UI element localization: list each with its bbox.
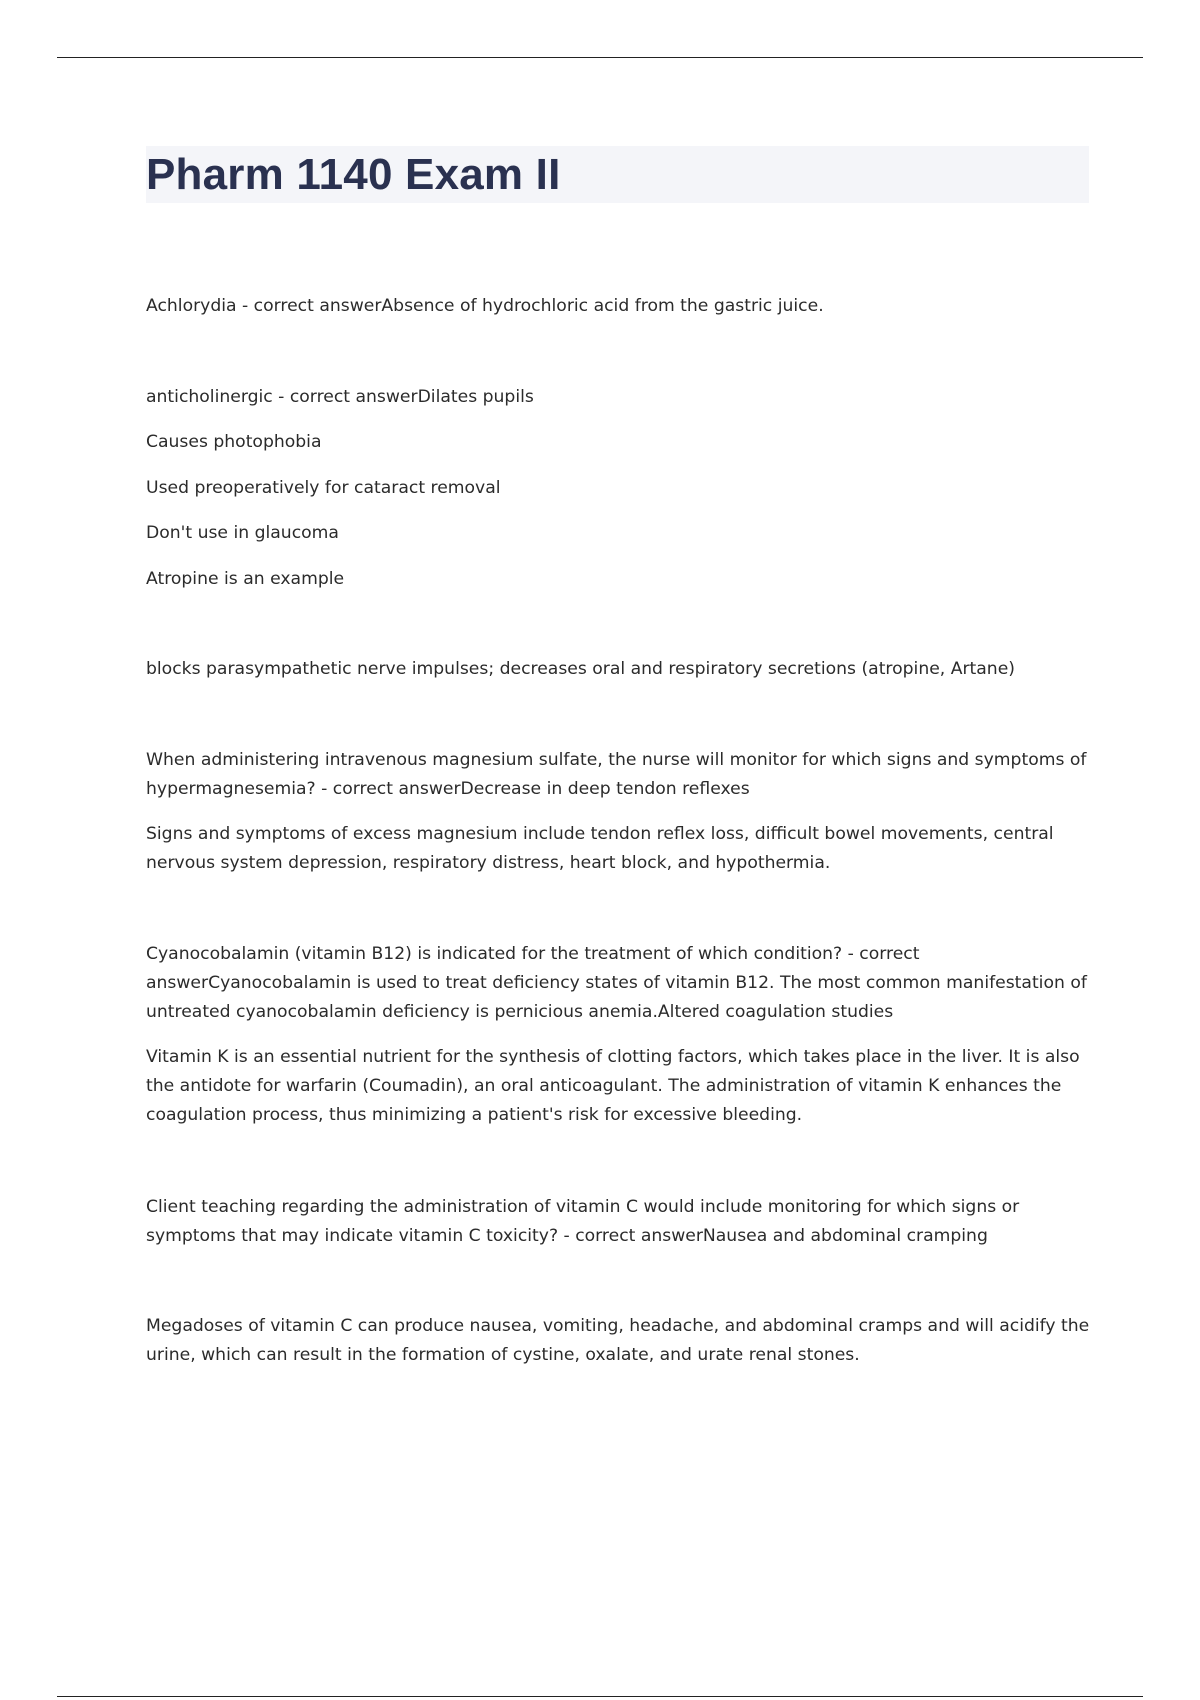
paragraph-achlorydia: Achlorydia - correct answerAbsence of hydrochloric acid from the gastric juice. (146, 296, 824, 316)
paragraph-cyanocobalamin: Cyanocobalamin (vitamin B12) is indicated for the treatment of which condition? - correct answerCyanocobalamin is used to treat deficiency states of vitamin B12. The most common manifestation of untreated cyanocobalamin deficiency is pernicious anemia.Altered coagulation studies (146, 944, 1087, 1022)
paragraph-vitamin-c-megadoses: Megadoses of vitamin C can produce nausea, vomiting, headache, and abdominal cramps and will acidify the urine, which can result in the formation of cystine, oxalate, and urate renal stones. (146, 1316, 1090, 1365)
document-title: Pharm 1140 Exam II (146, 150, 561, 199)
paragraph-glaucoma: Don't use in glaucoma (146, 523, 339, 543)
paragraph-atropine-example: Atropine is an example (146, 569, 345, 589)
paragraph-magnesium-question: When administering intravenous magnesium sulfate, the nurse will monitor for which signs and symptoms of hypermagnesemia? - correct answerDecrease in deep tendon reflexes (146, 750, 1087, 799)
paragraph-vitamin-k: Vitamin K is an essential nutrient for the synthesis of clotting factors, which takes place in the liver. It is also the antidote for warfarin (Coumadin), an oral anticoagulant. The administration of vitamin K enhances the coagulation process, thus minimizing a patient's risk for excessive bleeding. (146, 1047, 1080, 1125)
paragraph-vitamin-c-question: Client teaching regarding the administration of vitamin C would include monitoring for which signs or symptoms that may indicate vitamin C toxicity? - correct answerNausea and abdominal cramping (146, 1197, 1020, 1246)
header-rule (57, 57, 1143, 58)
paragraph-parasympathetic: blocks parasympathetic nerve impulses; decreases oral and respiratory secretions (atropine, Artane) (146, 659, 1015, 679)
paragraph-photophobia: Causes photophobia (146, 432, 322, 452)
footer-rule (57, 1696, 1143, 1697)
paragraph-anticholinergic: anticholinergic - correct answerDilates pupils (146, 387, 534, 407)
paragraph-cataract: Used preoperatively for cataract removal (146, 478, 501, 498)
paragraph-magnesium-signs: Signs and symptoms of excess magnesium include tendon reflex loss, difficult bowel movements, central nervous system depression, respiratory distress, heart block, and hypothermia. (146, 824, 1054, 873)
